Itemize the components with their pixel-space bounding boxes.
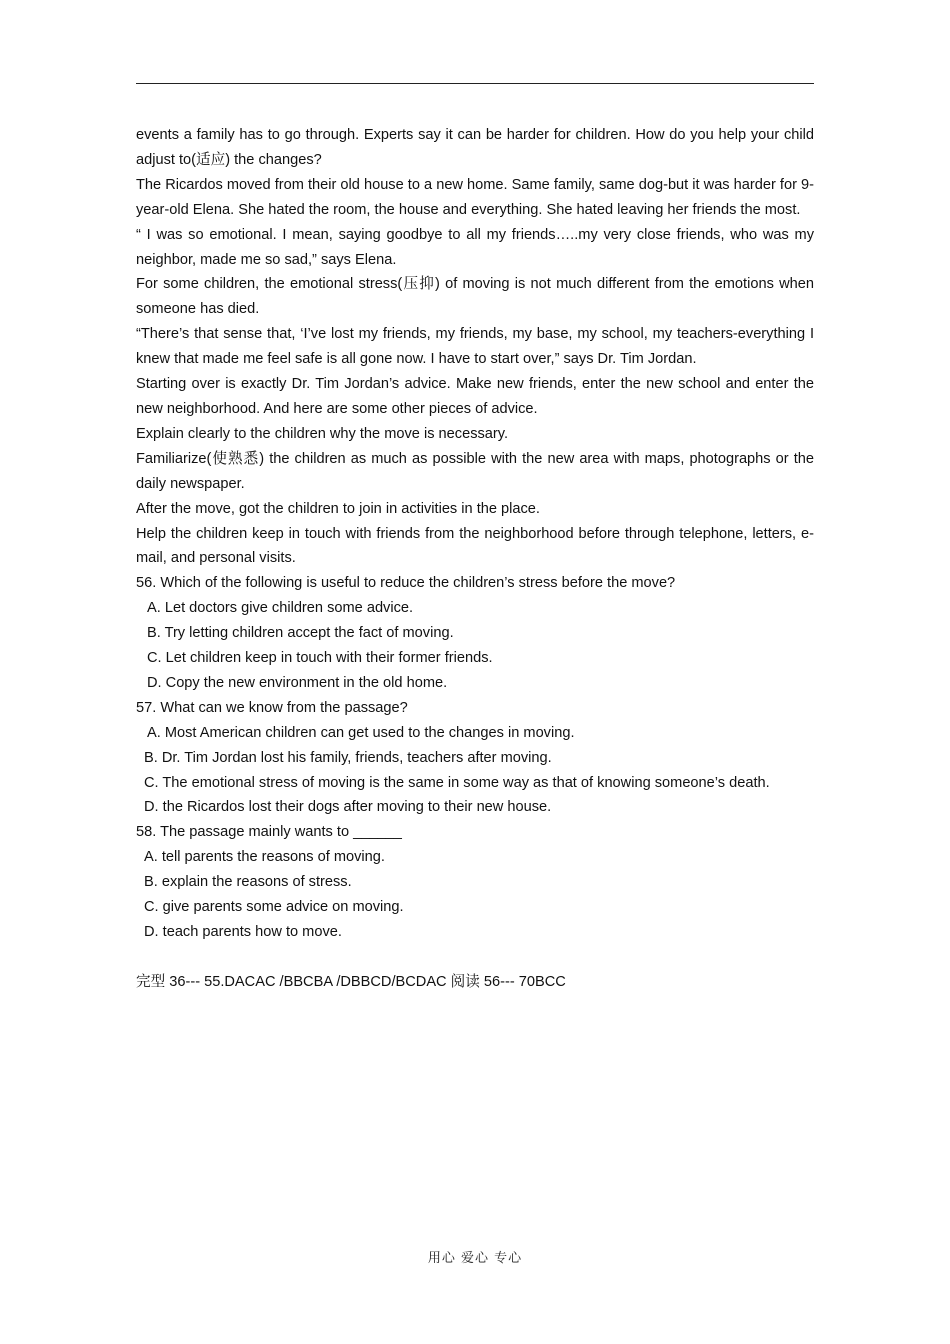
page-footer: 用心 爱心 专心 (427, 1251, 523, 1266)
spacer (136, 945, 814, 970)
answer-key: 完型 36--- 55.DACAC /BBCBA /DBBCD/BCDAC 阅读 56--- 70BCC (136, 973, 566, 990)
answer-option: A. tell parents the reasons of moving. (144, 849, 385, 866)
passage-paragraph: “There’s that sense that, ‘I’ve lost my friends, my friends, my base, my school, my teachers-everything I knew that made me feel safe is all gone now. I have to start over,” says Dr. Tim Jordan. (136, 326, 814, 368)
passage-paragraph: For some children, the emotional stress(压抑) of moving is not much different from the emotions when someone has died. (136, 276, 814, 318)
answer-option: A. Most American children can get used to the changes in moving. (147, 724, 575, 741)
passage-paragraph: Starting over is exactly Dr. Tim Jordan’s advice. Make new friends, enter the new school and enter the new neighborhood. And here are some other pieces of advice. (136, 376, 814, 417)
passage-paragraph: Help the children keep in touch with friends from the neighborhood before through telephone, letters, e-mail, and personal visits. (136, 525, 814, 567)
answer-option: C. The emotional stress of moving is the same in some way as that of knowing someone’s death. (144, 774, 770, 791)
passage-paragraph: “ I was so emotional. I mean, saying goodbye to all my friends…..my very close friends, who was my neighbor, made me so sad,” says Elena. (136, 226, 814, 268)
document-body (136, 123, 814, 995)
question-stem: 58. The passage mainly wants to ______ (136, 824, 402, 841)
answer-option: D. teach parents how to move. (144, 924, 342, 940)
passage-paragraph: After the move, got the children to join in activities in the place. (136, 500, 540, 517)
answer-option: A. Let doctors give children some advice. (147, 600, 414, 617)
passage-paragraph: The Ricardos moved from their old house to a new home. Same family, same dog-but it was harder for 9-year-old Elena. She hated the room, the house and everything. She hated leaving her friends the most. (136, 176, 814, 218)
answer-option: B. explain the reasons of stress. (144, 874, 352, 891)
answer-option: D. the Ricardos lost their dogs after moving to their new house. (144, 799, 552, 816)
header-rule (136, 83, 814, 84)
question-stem: 57. What can we know from the passage? (136, 699, 408, 716)
answer-option: B. Dr. Tim Jordan lost his family, friends, teachers after moving. (144, 749, 552, 766)
answer-option: C. Let children keep in touch with their former friends. (147, 650, 493, 667)
passage-paragraph: events a family has to go through. Experts say it can be harder for children. How do you help your child adjust to(适应) the changes? (136, 127, 814, 168)
passage-paragraph: Familiarize(使熟悉) the children as much as possible with the new area with maps, photographs or the daily newspaper. (136, 450, 814, 492)
answer-option: C. give parents some advice on moving. (144, 899, 404, 916)
question-stem: 56. Which of the following is useful to reduce the children’s stress before the move? (136, 575, 676, 592)
answer-option: B. Try letting children accept the fact of moving. (147, 625, 454, 642)
passage-paragraph: Explain clearly to the children why the move is necessary. (136, 425, 509, 442)
answer-option: D. Copy the new environment in the old home. (147, 674, 448, 691)
